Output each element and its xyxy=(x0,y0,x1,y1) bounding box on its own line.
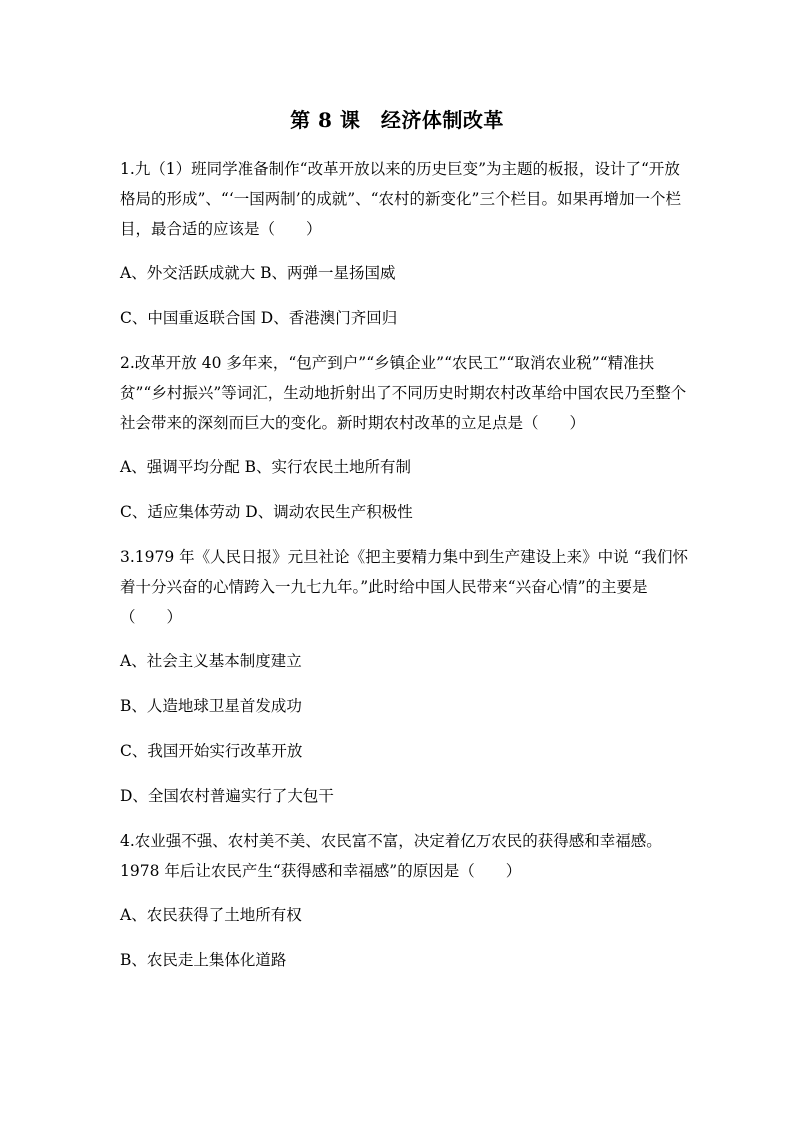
question-stem: 1.九（1）班同学准备制作“改革开放以来的历史巨变”为主题的板报，设计了“开放格局的形成”、“‘一国两制’的成就”、“农村的新变化”三个栏目。如果再增加一个栏目，最合适的应该是（ ） xyxy=(120,160,681,238)
option-line: C、适应集体劳动 D、调动农民生产积极性 xyxy=(120,503,413,521)
question-stem: 3.1979 年《人民日报》元旦社论《把主要精力集中到生产建设上来》中说 “我们怀着十分兴奋的心情跨入一九七九年。”此时给中国人民带来“兴奋心情”的主要是（ ） xyxy=(120,548,689,626)
option-line: C、中国重返联合国 D、香港澳门齐回归 xyxy=(120,309,398,327)
option-line: A、农民获得了土地所有权 xyxy=(120,906,302,924)
question-4 xyxy=(120,826,688,886)
question-stem: 2.改革开放 40 多年来，“包产到户”“乡镇企业”“农民工”“取消农业税”“精准扶贫”“乡村振兴”等词汇，生动地折射出了不同历史时期农村改革给中国农民乃至整个社会带来的深刻而巨大的变化。新时期农村改革的立足点是（ ） xyxy=(120,354,687,432)
question-2 xyxy=(120,348,688,438)
option-line: A、强调平均分配 B、实行农民土地所有制 xyxy=(120,458,412,476)
option-line: A、社会主义基本制度建立 xyxy=(120,652,302,670)
question-3 xyxy=(120,542,688,632)
option-line: A、外交活跃成就大 B、两弹一星扬国威 xyxy=(120,264,396,282)
question-1 xyxy=(120,154,688,244)
option-line: C、我国开始实行改革开放 xyxy=(120,742,303,760)
page-title: 第 8 课 经济体制改革 xyxy=(290,108,504,132)
question-list xyxy=(120,154,688,990)
option-line: B、人造地球卫星首发成功 xyxy=(120,697,302,715)
option-line: D、全国农村普遍实行了大包干 xyxy=(120,787,334,805)
question-stem: 4.农业强不强、农村美不美、农民富不富，决定着亿万农民的获得感和幸福感。1978 年后让农民产生“获得感和幸福感”的原因是（ ） xyxy=(120,832,662,880)
option-line: B、农民走上集体化道路 xyxy=(120,951,287,969)
